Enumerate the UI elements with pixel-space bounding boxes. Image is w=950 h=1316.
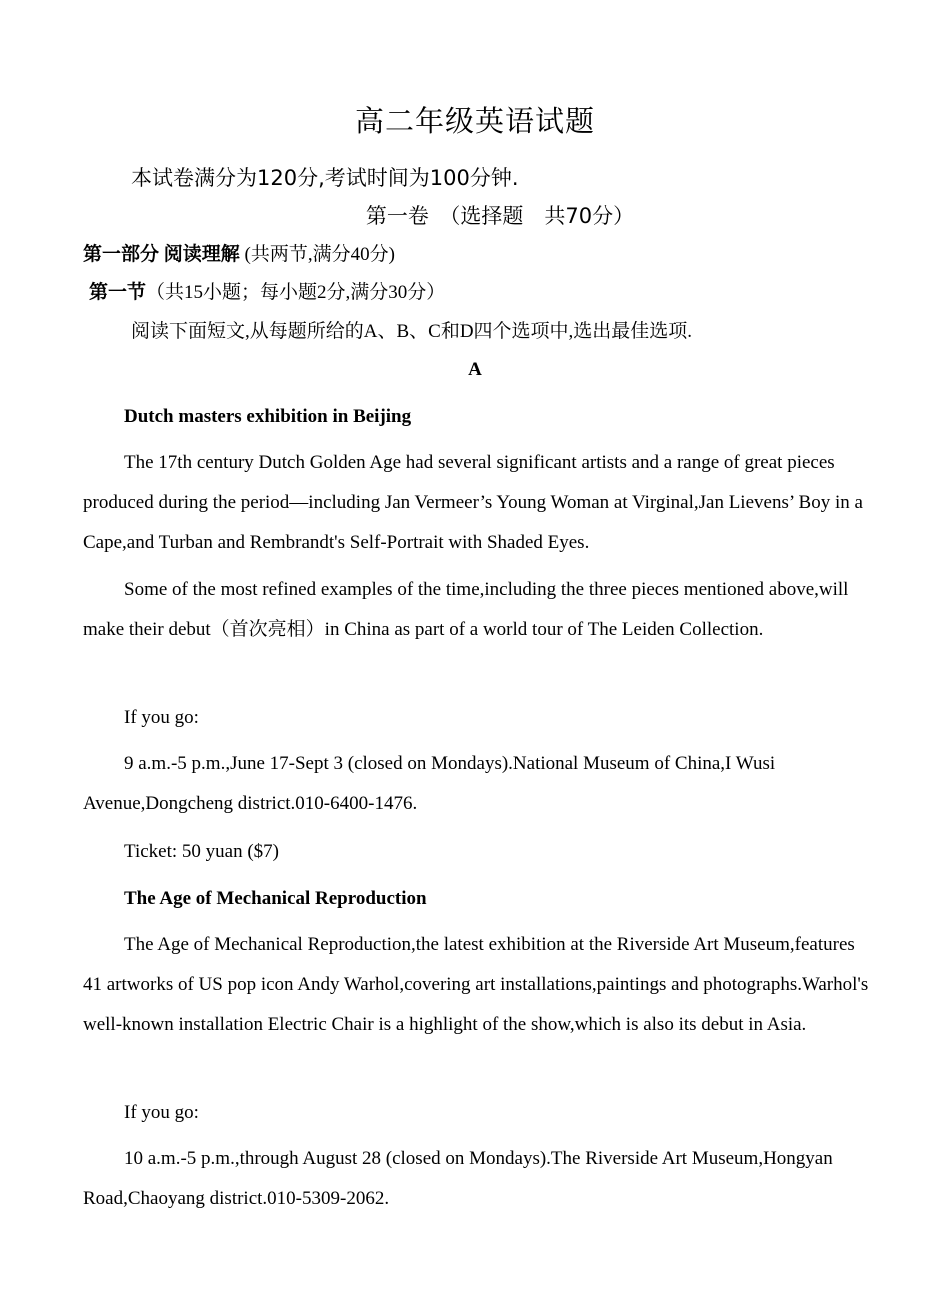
if-you-go-label-2: If you go: [124,1102,199,1123]
paragraph-warhol: The Age of Mechanical Reproduction,the latest exhibition at the Riverside Art Museum,features 41 artworks of US pop icon Andy Warhol,covering art installations,paintings and photographs.Warhol's well-known installation Electric Chair is a highlight of the show,which is also its debut in Asia. [83,934,869,1035]
passage-label: A [468,359,482,380]
instruction-text: 阅读下面短文,从每题所给的A、B、C和D四个选项中,选出最佳选项. [131,321,693,342]
part1-label: 第一部分 阅读理解 [83,244,240,265]
paragraph-dutch-golden-age: The 17th century Dutch Golden Age had several significant artists and a range of great pieces produced during the period—including Jan Vermeer’s Young Woman at Virginal,Jan Lievens’ Boy in a Cape,and Turban and Rembrandt's Self-Portrait with Shaded Eyes. [83,452,863,553]
passage-heading-mechanical: The Age of Mechanical Reproduction [124,888,427,909]
exam-title: 高二年级英语试题 [354,104,595,138]
paragraph-debut: Some of the most refined examples of the time,including the three pieces mentioned above,will make their debut（首次亮相）in China as part of a world tour of The Leiden Collection. [83,579,849,640]
volume-heading: 第一卷 （选择题 共70分） [365,204,635,228]
section1-label: 第一节 [89,282,147,303]
paragraph-riverside-visit-info: 10 a.m.-5 p.m.,through August 28 (closed on Mondays).The Riverside Art Museum,Hongyan Road,Chaoyang district.010-5309-2062. [83,1148,833,1209]
part1-heading [83,242,395,268]
ticket-info: Ticket: 50 yuan ($7) [124,841,279,862]
if-you-go-label-1: If you go: [124,707,199,728]
part1-detail: (共两节,满分40分) [244,244,395,265]
exam-info: 本试卷满分为120分,考试时间为100分钟. [131,166,519,190]
passage-heading-dutch: Dutch masters exhibition in Beijing [124,406,412,427]
section1-detail: （共15小题；每小题2分,满分30分） [146,282,446,303]
paragraph-dutch-visit-info: 9 a.m.-5 p.m.,June 17-Sept 3 (closed on Mondays).National Museum of China,I Wusi Avenue,Dongcheng district.010-6400-1476. [83,753,776,814]
section1-heading [89,280,445,306]
